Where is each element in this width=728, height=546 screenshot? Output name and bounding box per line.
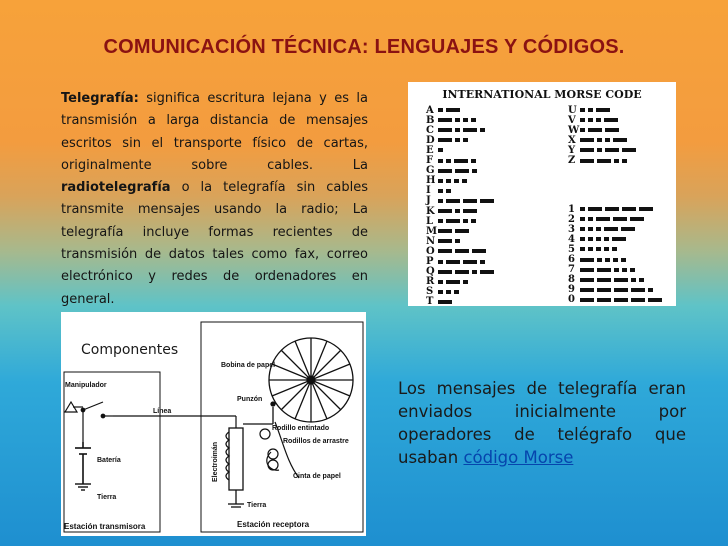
morse-dash <box>455 270 469 274</box>
morse-code-symbols <box>438 148 443 152</box>
morse-dot <box>455 138 460 142</box>
morse-dot <box>596 237 601 241</box>
morse-char: 0 <box>568 294 575 306</box>
morse-code-symbols <box>438 260 485 264</box>
morse-dot <box>596 227 601 231</box>
morse-dash <box>580 278 594 282</box>
morse-dot <box>580 217 585 221</box>
morse-char: Z <box>568 155 576 166</box>
morse-dot <box>455 118 460 122</box>
morse-char: 5 <box>568 243 575 255</box>
morse-dot <box>622 159 627 163</box>
morse-code-chart <box>408 82 676 306</box>
morse-char: 9 <box>568 284 575 296</box>
morse-dash <box>438 138 452 142</box>
morse-dot <box>613 258 618 262</box>
morse-dash <box>597 298 611 302</box>
morse-char: C <box>426 124 434 136</box>
morse-dash <box>621 227 635 231</box>
morse-dot <box>605 258 610 262</box>
morse-dot <box>597 138 602 142</box>
morse-char: F <box>426 155 434 166</box>
morse-code-symbols <box>580 118 618 122</box>
morse-dot <box>471 118 476 122</box>
morse-dash <box>455 229 469 233</box>
morse-dash <box>580 288 594 292</box>
morse-dash <box>622 148 636 152</box>
morse-char: S <box>426 286 434 298</box>
morse-dash <box>597 159 611 163</box>
electromagnet-symbol <box>226 428 244 507</box>
morse-dot <box>480 260 485 264</box>
battery-symbol <box>75 442 91 484</box>
morse-dot <box>588 237 593 241</box>
morse-dot <box>588 118 593 122</box>
morse-dot <box>614 268 619 272</box>
morse-dot <box>463 138 468 142</box>
morse-code-symbols <box>580 237 626 241</box>
morse-char: 1 <box>568 203 575 215</box>
morse-dash <box>605 148 619 152</box>
label-punzon: Punzón <box>237 396 263 403</box>
morse-dot <box>588 108 593 112</box>
label-cinta: Cinta de papel <box>293 473 341 480</box>
morse-dot <box>438 260 443 264</box>
morse-dash <box>446 108 460 112</box>
morse-dot <box>455 209 460 213</box>
morse-dash <box>648 298 662 302</box>
morse-code-symbols <box>438 229 469 233</box>
morse-dot <box>455 128 460 132</box>
label-tierra-right: Tierra <box>247 502 267 509</box>
definition-text-2: o la telegrafía sin cables transmite mensajes usando la radio; La telegrafía incluye formas recientes de transmisión de datos tales como fax, correo electrónico y redes de ordenadores en general. <box>61 180 368 307</box>
morse-code-symbols <box>580 138 627 142</box>
morse-char: W <box>568 124 580 136</box>
morse-dash <box>480 270 494 274</box>
morse-code-symbols <box>580 298 662 302</box>
morse-dot <box>580 227 585 231</box>
morse-dash <box>614 278 628 282</box>
components-heading: Componentes <box>81 342 179 358</box>
morse-dot <box>580 108 585 112</box>
morse-dash <box>604 227 618 231</box>
manipulador-key-symbol <box>65 402 113 418</box>
morse-dash <box>446 199 460 203</box>
morse-char: N <box>426 235 436 247</box>
morse-char: V <box>568 114 576 126</box>
morse-dash <box>596 217 610 221</box>
morse-dash <box>612 237 626 241</box>
morse-code-symbols <box>580 227 635 231</box>
paper-reel <box>269 338 353 422</box>
morse-char: I <box>426 185 431 197</box>
morse-dash <box>580 268 594 272</box>
morse-dot <box>438 189 443 193</box>
morse-dot <box>630 268 635 272</box>
morse-char: G <box>426 165 435 177</box>
morse-dot <box>472 169 477 173</box>
morse-dash <box>455 169 469 173</box>
morse-char: 3 <box>568 223 575 235</box>
morse-dash <box>463 209 477 213</box>
morse-dot <box>454 179 459 183</box>
morse-dash <box>438 239 452 243</box>
morse-char: J <box>426 195 431 207</box>
morse-dash <box>463 260 477 264</box>
morse-dash <box>446 260 460 264</box>
label-linea: Línea <box>153 408 172 415</box>
morse-dot <box>639 278 644 282</box>
morse-dash <box>454 159 468 163</box>
morse-dot <box>604 247 609 251</box>
morse-char: 8 <box>568 274 575 286</box>
morse-code-symbols <box>438 209 477 213</box>
morse-code-symbols <box>438 138 468 142</box>
morse-code-symbols <box>438 128 485 132</box>
morse-dash <box>597 278 611 282</box>
morse-code-symbols <box>438 280 468 284</box>
morse-char: A <box>426 104 434 116</box>
morse-char: P <box>426 256 434 267</box>
morse-dash <box>438 229 452 233</box>
morse-dot <box>454 290 459 294</box>
morse-char: B <box>426 114 435 126</box>
morse-code-symbols <box>580 148 636 152</box>
morse-dot <box>614 159 619 163</box>
morse-dot <box>472 270 477 274</box>
morse-dot <box>438 199 443 203</box>
morse-dash <box>438 128 452 132</box>
morse-dash <box>613 217 627 221</box>
morse-dot <box>596 118 601 122</box>
morse-dash <box>631 288 645 292</box>
morse-code-symbols <box>438 290 459 294</box>
morse-dash <box>472 249 486 253</box>
morse-dot <box>455 239 460 243</box>
morse-code-symbols <box>580 108 610 112</box>
morse-dash <box>604 118 618 122</box>
morse-code-symbols <box>438 239 460 243</box>
morse-dash <box>596 108 610 112</box>
morse-dash <box>588 128 602 132</box>
morse-dot <box>438 280 443 284</box>
morse-char: E <box>426 144 434 156</box>
morse-dash <box>446 219 460 223</box>
morse-dot <box>597 148 602 152</box>
morse-dash <box>580 298 594 302</box>
telegraph-diagram <box>61 312 366 536</box>
morse-row-t <box>426 296 452 308</box>
morse-dash <box>438 118 452 122</box>
label-estacion-transmisora: Estación transmisora <box>64 522 146 531</box>
morse-code-symbols <box>438 118 476 122</box>
morse-char: R <box>426 276 435 288</box>
morse-code-symbols <box>580 128 619 132</box>
morse-dot <box>631 278 636 282</box>
morse-code-symbols <box>580 258 626 262</box>
morse-dot <box>462 179 467 183</box>
morse-code-symbols <box>438 108 460 112</box>
morse-dash <box>639 207 653 211</box>
telegraphy-definition <box>61 88 368 311</box>
morse-dash <box>446 280 460 284</box>
morse-dot <box>580 118 585 122</box>
morse-dot <box>580 237 585 241</box>
morse-dash <box>580 258 594 262</box>
morse-code-symbols <box>580 159 627 163</box>
label-tierra-left: Tierra <box>97 494 117 501</box>
morse-dot <box>580 247 585 251</box>
morse-dot <box>438 179 443 183</box>
morse-dot <box>471 159 476 163</box>
morse-dash <box>438 270 452 274</box>
morse-code-symbols <box>580 278 644 282</box>
morse-char: O <box>426 245 435 257</box>
label-rodillos-arrastre: Rodillos de arrastre <box>283 438 349 445</box>
morse-dot <box>480 128 485 132</box>
morse-dot <box>621 258 626 262</box>
message-text: Los mensajes de telegrafía eran enviados inicialmente por operadores de telégrafo que usaban <box>398 379 686 467</box>
morse-dash <box>463 128 477 132</box>
morse-dot <box>648 288 653 292</box>
morse-char: U <box>568 104 577 116</box>
morse-code-symbols <box>438 199 494 203</box>
morse-code-symbols <box>438 169 477 173</box>
morse-dot <box>597 258 602 262</box>
morse-dash <box>438 209 452 213</box>
morse-code-symbols <box>580 217 644 221</box>
morse-dot <box>612 247 617 251</box>
morse-code-symbols <box>580 268 635 272</box>
morse-char: 7 <box>568 264 575 276</box>
term-telegrafia: Telegrafía: <box>61 91 139 106</box>
morse-code-symbols <box>438 219 476 223</box>
morse-row-0 <box>568 294 662 306</box>
morse-dot <box>596 247 601 251</box>
morse-code-symbols <box>438 270 494 274</box>
morse-dot <box>438 148 443 152</box>
morse-dash <box>605 207 619 211</box>
morse-char: H <box>426 175 436 187</box>
slide-title: COMUNICACIÓN TÉCNICA: LENGUAJES Y CÓDIGOS. <box>103 36 625 58</box>
morse-char: M <box>426 225 438 237</box>
morse-dash <box>580 159 594 163</box>
morse-char: D <box>426 134 435 146</box>
definition-text-1: significa escritura lejana y es la transmisión a larga distancia de mensajes escritos sin el transporte físico de cartas, originalmente sobre cables. La <box>61 91 368 173</box>
morse-code-link[interactable]: código Morse <box>463 448 574 467</box>
morse-char: 6 <box>568 254 575 265</box>
term-radiotelegrafia: radiotelegrafía <box>61 180 171 196</box>
morse-code-symbols <box>438 179 467 183</box>
morse-dot <box>622 268 627 272</box>
morse-dash <box>622 207 636 211</box>
morse-dot <box>463 280 468 284</box>
morse-dot <box>588 217 593 221</box>
morse-char: X <box>568 134 576 146</box>
transmitter-station-outline <box>64 372 160 532</box>
label-estacion-receptora: Estación receptora <box>237 520 310 529</box>
morse-dash <box>631 298 645 302</box>
label-bobina: Bobina de papel <box>221 362 276 369</box>
morse-dot <box>605 138 610 142</box>
morse-dot <box>438 219 443 223</box>
morse-dash <box>614 298 628 302</box>
message-paragraph <box>398 377 686 469</box>
morse-dash <box>588 207 602 211</box>
morse-dot <box>604 237 609 241</box>
morse-char: 4 <box>568 233 575 245</box>
morse-dash <box>580 138 594 142</box>
label-manipulador: Manipulador <box>65 382 107 389</box>
morse-char: 2 <box>568 213 575 225</box>
morse-dash <box>597 288 611 292</box>
morse-char: Q <box>426 266 435 278</box>
morse-dash <box>438 300 452 304</box>
morse-dash <box>438 169 452 173</box>
morse-char: Y <box>568 144 576 156</box>
morse-dash <box>480 199 494 203</box>
label-electroiman: Electroimán <box>212 441 219 482</box>
ground-left-symbol <box>75 484 91 490</box>
morse-dash <box>463 199 477 203</box>
label-rodillo-entintado: Rodillo entintado <box>272 425 330 432</box>
morse-dot <box>471 219 476 223</box>
morse-dot <box>588 227 593 231</box>
morse-dot <box>463 118 468 122</box>
punch-lever <box>243 402 275 424</box>
label-bateria: Batería <box>97 457 121 464</box>
morse-chart-heading: INTERNATIONAL MORSE CODE <box>442 88 642 101</box>
morse-row-z <box>568 155 627 167</box>
morse-dash <box>614 288 628 292</box>
morse-dot <box>438 290 443 294</box>
morse-dot <box>588 247 593 251</box>
morse-char: K <box>426 205 435 217</box>
morse-code-symbols <box>438 300 452 304</box>
morse-code-symbols <box>438 249 486 253</box>
morse-dash <box>455 249 469 253</box>
morse-code-symbols <box>438 159 476 163</box>
morse-dot <box>438 108 443 112</box>
morse-code-symbols <box>580 207 653 211</box>
morse-char: L <box>426 215 434 227</box>
morse-dash <box>630 217 644 221</box>
morse-dash <box>580 148 594 152</box>
morse-dash <box>605 128 619 132</box>
morse-dash <box>438 249 452 253</box>
morse-dot <box>446 189 451 193</box>
morse-dot <box>446 290 451 294</box>
morse-dot <box>580 207 585 211</box>
morse-code-symbols <box>580 288 653 292</box>
morse-code-symbols <box>580 247 617 251</box>
morse-dash <box>597 268 611 272</box>
morse-char: T <box>426 296 434 308</box>
morse-dot <box>438 159 443 163</box>
morse-code-symbols <box>438 189 451 193</box>
morse-dash <box>613 138 627 142</box>
morse-dot <box>463 219 468 223</box>
morse-dot <box>580 128 585 132</box>
morse-dot <box>446 179 451 183</box>
morse-dot <box>446 159 451 163</box>
